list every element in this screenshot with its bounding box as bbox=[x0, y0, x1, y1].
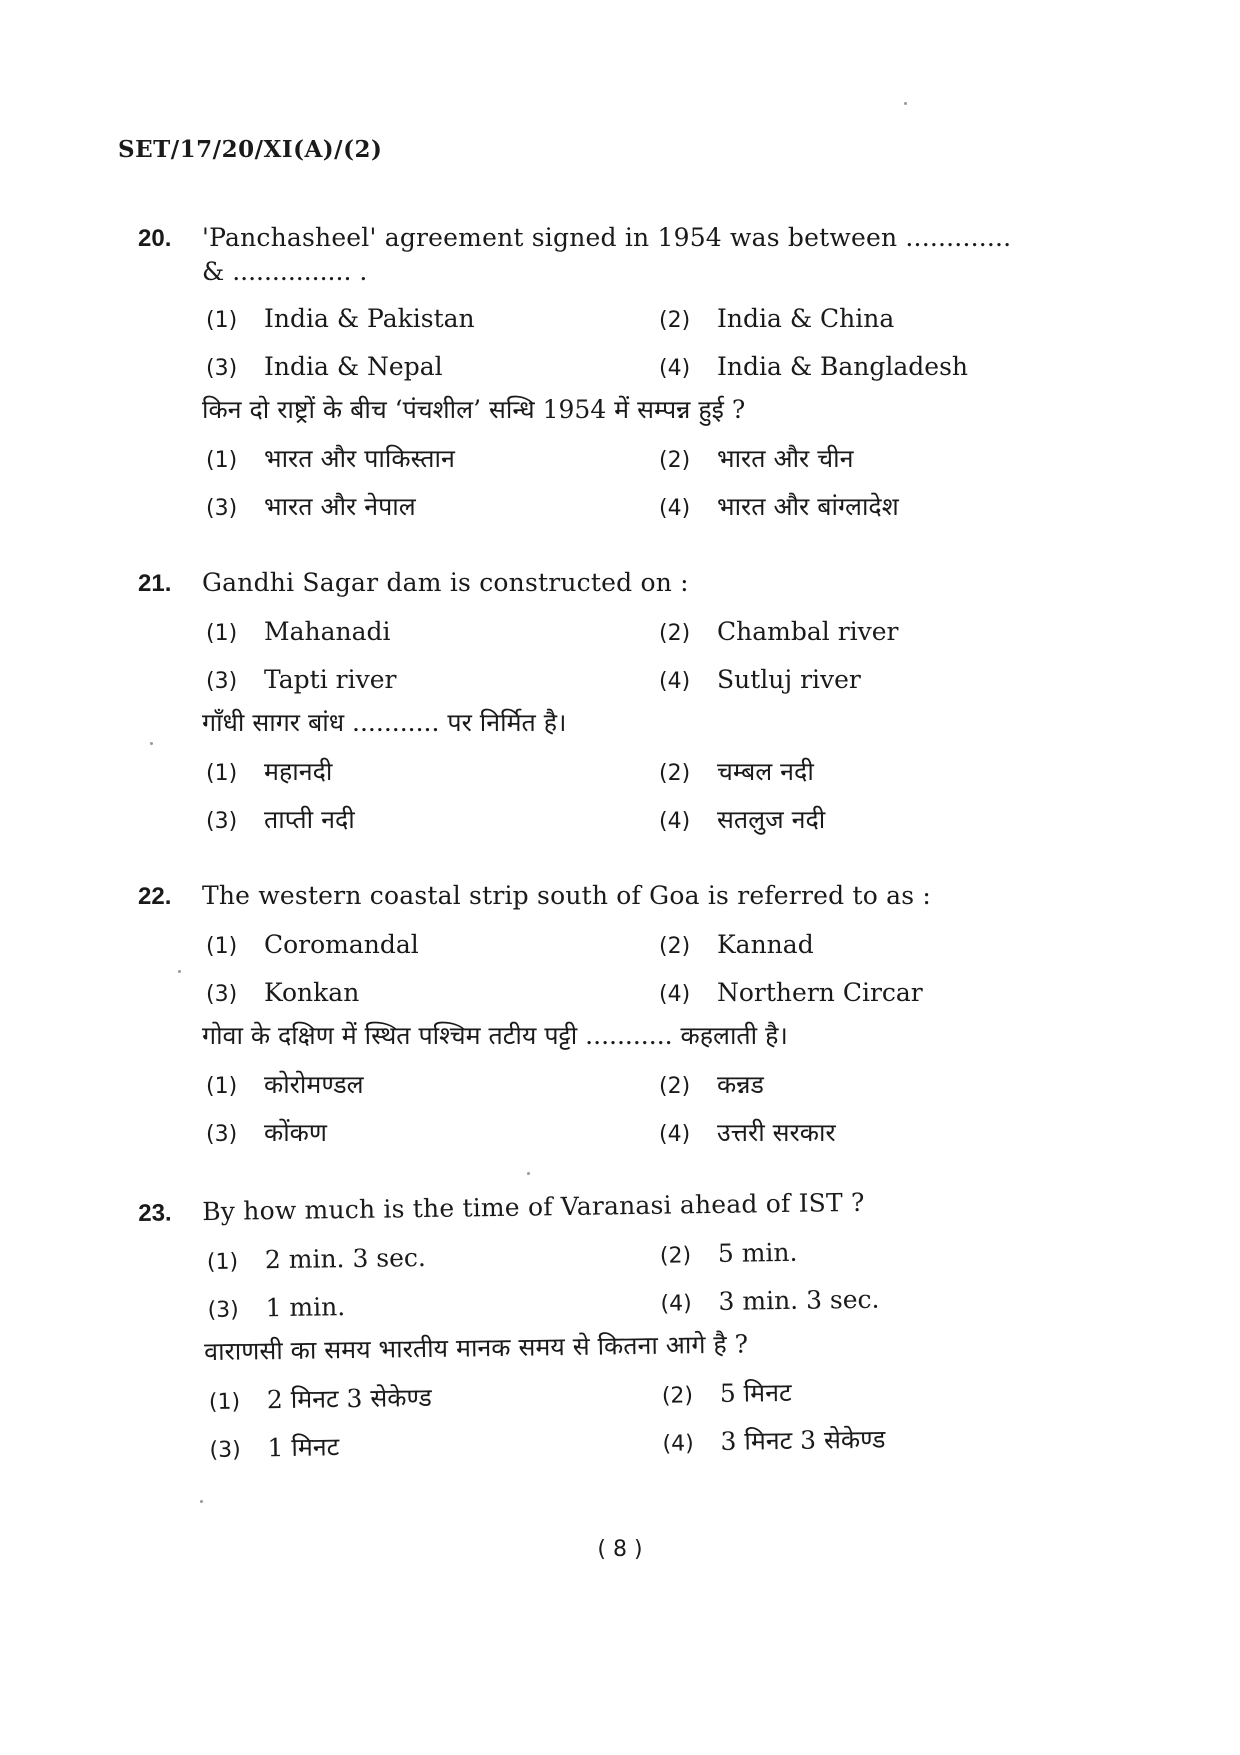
option-2-hindi: (2) भारत और चीन bbox=[659, 444, 854, 473]
question-number: 21. bbox=[138, 570, 172, 597]
option-3-hindi: (3) ताप्ती नदी bbox=[206, 805, 355, 834]
options-english bbox=[139, 1232, 1100, 1329]
option-1-hindi: (1) 2 मिनट 3 सेकेण्ड bbox=[208, 1382, 432, 1416]
option-2-hindi: (2) चम्बल नदी bbox=[659, 757, 814, 786]
question-text-hindi: वाराणसी का समय भारतीय मानक समय से कितना आगे है ? bbox=[203, 1329, 749, 1367]
question-21 bbox=[138, 565, 1098, 839]
option-3-hindi: (3) भारत और नेपाल bbox=[206, 492, 416, 521]
option-4-hindi: (4) भारत और बांग्लादेश bbox=[659, 492, 899, 521]
option-1-hindi: (1) महानदी bbox=[206, 757, 333, 786]
option-3: (3) Tapti river bbox=[206, 665, 397, 694]
question-text: The western coastal strip south of Goa is referred to as : bbox=[202, 881, 931, 910]
question-text-continuation: & ............... . bbox=[202, 257, 368, 286]
option-4-hindi: (4) सतलुज नदी bbox=[659, 805, 826, 834]
option-4: (4) 3 min. 3 sec. bbox=[660, 1284, 880, 1317]
option-1: (1) India & Pakistan bbox=[206, 304, 475, 333]
options-english bbox=[138, 928, 1098, 1012]
page-number: ( 8 ) bbox=[597, 1537, 643, 1562]
options-english bbox=[138, 302, 1098, 386]
question-22 bbox=[138, 878, 1098, 1152]
options-english bbox=[138, 615, 1098, 699]
option-2: (2) India & China bbox=[659, 304, 895, 333]
option-1: (1) Coromandal bbox=[206, 930, 419, 959]
scan-speck bbox=[200, 1500, 203, 1503]
option-2-hindi: (2) कन्नड bbox=[659, 1070, 764, 1099]
option-1-hindi: (1) कोरोमण्डल bbox=[206, 1070, 364, 1099]
question-number: 23. bbox=[138, 1199, 172, 1227]
option-2-hindi: (2) 5 मिनट bbox=[661, 1377, 792, 1409]
option-4-hindi: (4) 3 मिनट 3 सेकेण्ड bbox=[662, 1424, 886, 1457]
question-text-hindi: गाँधी सागर बांध ........... पर निर्मित है। bbox=[202, 708, 567, 737]
option-1: (1) Mahanadi bbox=[206, 617, 391, 646]
scan-speck bbox=[904, 102, 907, 105]
options-hindi bbox=[138, 442, 1098, 526]
question-text: 'Panchasheel' agreement signed in 1954 was between ............. bbox=[202, 223, 1012, 252]
option-1: (1) 2 min. 3 sec. bbox=[206, 1242, 427, 1276]
question-text-hindi: गोवा के दक्षिण में स्थित पश्चिम तटीय पट्टी ........... कहलाती है। bbox=[202, 1021, 788, 1050]
scan-speck bbox=[150, 742, 153, 745]
option-4: (4) Sutluj river bbox=[659, 665, 861, 694]
scan-speck bbox=[527, 1172, 530, 1175]
option-3: (3) India & Nepal bbox=[206, 352, 443, 381]
question-number: 20. bbox=[138, 225, 172, 252]
question-23 bbox=[138, 1182, 1102, 1469]
option-3: (3) 1 min. bbox=[207, 1292, 346, 1324]
question-20 bbox=[138, 220, 1098, 526]
option-2: (2) Chambal river bbox=[659, 617, 899, 646]
question-number: 22. bbox=[138, 883, 172, 910]
option-1-hindi: (1) भारत और पाकिस्तान bbox=[206, 444, 455, 473]
option-4: (4) Northern Circar bbox=[659, 978, 923, 1007]
options-hindi bbox=[138, 755, 1098, 839]
options-hindi bbox=[138, 1068, 1098, 1152]
question-text-hindi: किन दो राष्ट्रों के बीच ‘पंचशील’ सन्धि 1954 में सम्पन्न हुई ? bbox=[202, 395, 746, 424]
question-text: Gandhi Sagar dam is constructed on : bbox=[202, 568, 689, 597]
option-2: (2) 5 min. bbox=[659, 1237, 798, 1269]
option-4-hindi: (4) उत्तरी सरकार bbox=[659, 1118, 836, 1147]
option-3-hindi: (3) 1 मिनट bbox=[209, 1432, 340, 1464]
option-3-hindi: (3) कोंकण bbox=[206, 1118, 327, 1147]
page-header-code: SET/17/20/XI(A)/(2) bbox=[118, 136, 383, 163]
option-2: (2) Kannad bbox=[659, 930, 814, 959]
option-4: (4) India & Bangladesh bbox=[659, 352, 969, 381]
option-3: (3) Konkan bbox=[206, 978, 360, 1007]
options-hindi bbox=[141, 1372, 1102, 1469]
question-text: By how much is the time of Varanasi ahead of IST ? bbox=[202, 1187, 865, 1227]
scan-speck bbox=[178, 970, 181, 973]
